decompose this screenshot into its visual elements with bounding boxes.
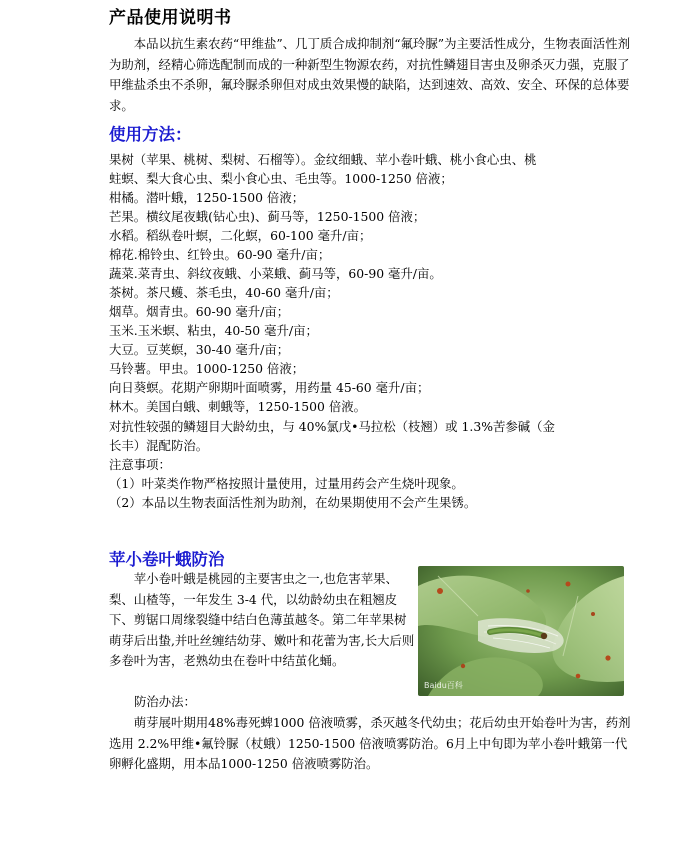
usage-line: 对抗性较强的鳞翅目大龄幼虫，与 40%氯戊•马拉松（枝翘）或 1.3%苦参碱（金 [109, 419, 555, 434]
usage-line: 大豆。豆荚螟，30-40 毫升/亩； [109, 342, 290, 357]
usage-line: 茶树。茶尺蠖、茶毛虫，40-60 毫升/亩； [109, 285, 339, 300]
usage-line: 柑橘。潜叶蛾，1250-1500 倍液； [109, 190, 305, 205]
usage-line: 玉米.玉米螟、粘虫，40-50 毫升/亩； [109, 323, 318, 338]
usage-line: 向日葵螟。花期产卵期叶面喷雾，用药量 45-60 毫升/亩； [109, 380, 430, 395]
note-item: （1）叶菜类作物严格按照计量使用，过量用药会产生烧叶现象。 [109, 476, 464, 491]
method-label: 防治办法： [134, 694, 196, 709]
usage-line: 蛀螟、梨大食心虫、梨小食心虫、毛虫等。1000-1250 倍液； [109, 171, 453, 186]
usage-line: 蔬菜.菜青虫、斜纹夜蛾、小菜蛾、蓟马等，60-90 毫升/亩。 [109, 266, 442, 281]
usage-line: 烟草。烟青虫。60-90 毫升/亩； [109, 304, 290, 319]
note-item: （2）本品以生物表面活性剂为助剂，在幼果期使用不会产生果锈。 [109, 495, 477, 510]
method-paragraph: 萌芽展叶期用48%毒死蜱1000 倍液喷雾，杀灭越冬代幼虫；花后幼虫开始卷叶为害，药剂选用 2.2%甲维•氟铃脲（杖蛾）1250-1500 倍液喷雾防治。6月上中旬即为苹小卷叶蛾第一代卵孵化盛期，用本品1000-1250 倍液喷雾防治。 [109, 715, 631, 771]
usage-heading: 使用方法： [109, 125, 192, 144]
section-heading: 苹小卷叶蛾防治 [109, 550, 225, 569]
page-title: 产品使用说明书 [109, 8, 232, 28]
intro-paragraph: 本品以抗生素农药“甲维盐”、几丁质合成抑制剂“氟玲脲”为主要活性成分，生物表面活性剂为助剂，经精心筛选配制而成的一种新型生物源农药，对抗性鳞翅目害虫及卵杀灭力强，克服了甲维盐杀虫不杀卵，氟玲脲杀卵但对成虫效果慢的缺陷，达到速效、高效、安全、环保的总体要求。 [109, 36, 630, 113]
notes-heading: 注意事项： [109, 457, 171, 472]
photo-watermark: Baidu百科 [424, 681, 463, 690]
usage-line: 长丰）混配防治。 [109, 438, 209, 453]
usage-line: 林木。美国白蛾、刺蛾等，1250-1500 倍液。 [109, 399, 367, 414]
usage-line: 果树（苹果、桃树、梨树、石榴等）。金纹细蛾、苹小卷叶蛾、桃小食心虫、桃 [109, 152, 537, 167]
usage-line: 芒果。横纹尾夜蛾(钻心虫)、蓟马等，1250-1500 倍液； [109, 209, 426, 224]
usage-line: 马铃薯。甲虫。1000-1250 倍液； [109, 361, 305, 376]
pest-description: 苹小卷叶蛾是桃园的主要害虫之一,也危害苹果、梨、山楂等，一年发生 3-4 代，以幼龄幼虫在粗翘皮下、剪锯口周缘裂缝中结白色薄茧越冬。第二年苹果树萌芽后出蛰,并吐丝缠结幼芽、嫩叶和花蕾为害,长大后则多卷叶为害，老熟幼虫在卷叶中结茧化蛹。 [109, 571, 415, 668]
leaf-roller-photo [418, 566, 624, 696]
usage-line: 水稻。稻纵卷叶螟，二化螟，60-100 毫升/亩； [109, 228, 372, 243]
usage-line: 棉花.棉铃虫、红铃虫。60-90 毫升/亩； [109, 247, 331, 262]
